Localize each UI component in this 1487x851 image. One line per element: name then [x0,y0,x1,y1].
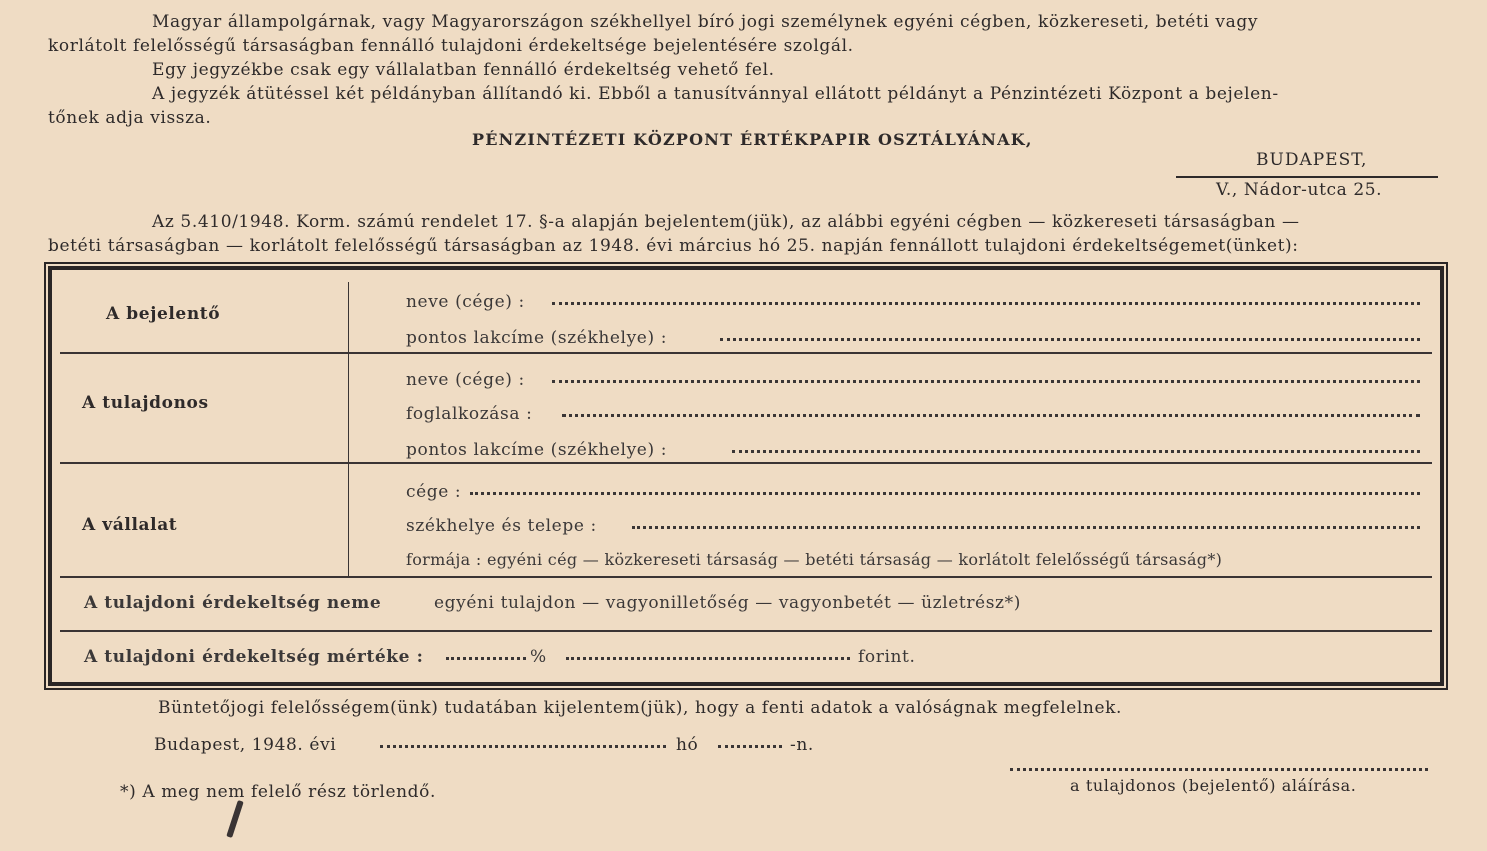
tulajdonos-address-label: pontos lakcíme (székhelye) : [406,440,668,460]
percent-sign: % [530,647,547,667]
footnote: *) A meg nem felelő rész törlendő. [120,782,436,802]
addressee-street: V., Nádor-utca 25. [1216,180,1383,200]
vallalat-seat-label: székhelye és telepe : [406,516,597,536]
currency-label: forint. [858,647,916,667]
intro-line-5: tőnek adja vissza. [48,108,212,128]
column-divider [348,282,349,576]
vallalat-company-field[interactable] [470,492,1420,495]
vallalat-seat-field[interactable] [632,526,1420,529]
tulajdonos-label: A tulajdonos [82,393,209,413]
divider-1 [60,352,1432,354]
signature-field[interactable] [1010,768,1428,771]
interest-type-options[interactable]: egyéni tulajdon — vagyonilletőség — vagyonbetét — üzletrész*) [434,593,1021,613]
liability-statement: Büntetőjogi felelősségem(ünk) tudatában kijelentem(jük), hogy a fenti adatok a valóságnak megfelelnek. [158,698,1123,718]
vallalat-form-options[interactable]: formája : egyéni cég — közkereseti társaság — betéti társaság — korlátolt felelősségű társaság*) [406,550,1223,569]
date-month: hó [676,735,699,755]
intro-line-4: A jegyzék átütéssel két példányban állítandó ki. Ebből a tanusítvánnyal ellátott példányt a Pénzintézeti Központ a bejelen- [152,84,1279,104]
bejelento-address-field[interactable] [720,338,1420,341]
bejelento-label: A bejelentő [106,304,221,324]
signature-caption: a tulajdonos (bejelentő) aláírása. [1070,776,1357,795]
tulajdonos-occupation-label: foglalkozása : [406,404,533,424]
interest-amount-label: A tulajdoni érdekeltség mértéke : [84,647,424,667]
declaration-line-1: Az 5.410/1948. Korm. számú rendelet 17. §-a alapján bejelentem(jük), az alábbi egyéni cégben — közkereseti társaságban — [152,212,1300,232]
bejelento-name-field[interactable] [552,302,1420,305]
bejelento-address-label: pontos lakcíme (székhelye) : [406,328,668,348]
date-month-field[interactable] [718,745,782,748]
intro-line-2: korlátolt felelősségű társaságban fennálló tulajdoni érdekeltsége bejelentésére szolgál. [48,36,854,56]
divider-4 [60,630,1432,632]
divider-3 [60,576,1432,578]
pen-stroke-mark [226,800,243,838]
date-suffix: -n. [790,735,814,755]
interest-type-label: A tulajdoni érdekeltség neme [84,593,382,613]
vallalat-company-label: cége : [406,482,462,502]
addressee-heading: PÉNZINTÉZETI KÖZPONT ÉRTÉKPAPIR OSZTÁLYÁNAK, [472,130,1033,149]
form-table [48,266,1444,686]
bejelento-name-label: neve (cége) : [406,292,525,312]
declaration-line-2: betéti társaságban — korlátolt felelősségű társaságban az 1948. évi március hó 25. napján fennállott tulajdoni érdekeltségemet(ünket): [48,236,1299,256]
interest-percent-field[interactable] [446,657,526,660]
tulajdonos-address-field[interactable] [732,450,1420,453]
date-day-field[interactable] [380,745,666,748]
intro-line-1: Magyar állampolgárnak, vagy Magyarországon székhellyel bíró jogi személynek egyéni cégben, közkereseti, betéti vagy [152,12,1259,32]
address-rule [1176,176,1438,178]
intro-line-3: Egy jegyzékbe csak egy vállalatban fennálló érdekeltség vehető fel. [152,60,775,80]
tulajdonos-occupation-field[interactable] [562,414,1420,417]
tulajdonos-name-label: neve (cége) : [406,370,525,390]
vallalat-label: A vállalat [82,515,178,535]
divider-2 [60,462,1432,464]
addressee-city: BUDAPEST, [1256,150,1368,170]
interest-forint-field[interactable] [566,657,850,660]
tulajdonos-name-field[interactable] [552,380,1420,383]
date-prefix: Budapest, 1948. évi [154,735,337,755]
